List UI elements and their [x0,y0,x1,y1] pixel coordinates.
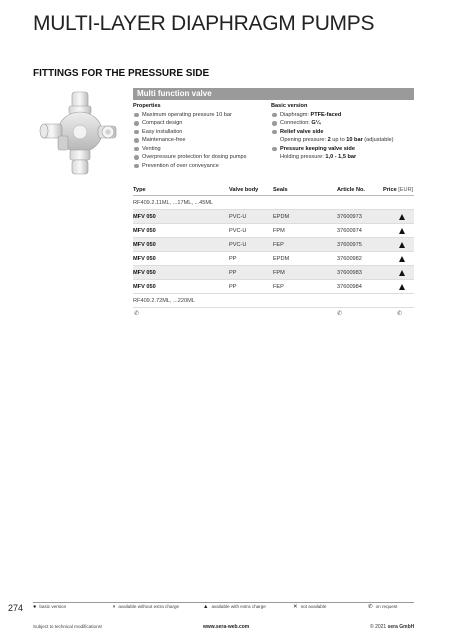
triangle-up-icon [399,224,405,238]
property-item: Easy installation [133,128,268,137]
phone-icon: ✆ [368,604,373,610]
triangle-up-icon [399,210,405,224]
phone-icon: ✆ [337,311,343,317]
triangle-up-icon [399,252,405,266]
disclaimer: Subject to technical modifications! [33,624,103,629]
pressure-keeping-heading: Pressure keeping valve side [271,145,414,154]
page-title: MULTI-LAYER DIAPHRAGM PUMPS [33,12,375,35]
header-seals: Seals [273,187,288,193]
table-row: MFV 050 PVC-U FEP 37600975 [133,238,414,252]
table-row: MFV 050 PP FEP 37600984 [133,280,414,294]
basic-version-list [271,102,414,162]
diaphragm-item: Diaphragm: PTFE-faced [271,111,414,120]
basic-version-heading: Basic version [271,103,308,109]
table-row: MFV 050 PVC-U EPDM 37600973 [133,210,414,224]
triangle-up-icon [399,238,405,252]
table-row: MFV 050 PP FPM 37600983 [133,266,414,280]
section-header [133,88,414,100]
header-price: Price [EUR] [383,187,414,193]
header-article-no: Article No. [337,187,365,193]
legend-on-request: ✆ on request [368,604,398,610]
table-row: MFV 050 PP EPDM 37600982 [133,252,414,266]
half-circle-icon: ◑ [112,604,116,610]
group-label: RF409.2.72ML, ...220ML [133,294,414,308]
phone-icon: ✆ [397,311,403,317]
section-title: Multi function valve [137,89,212,98]
legend-basic-version: ● basic version [33,604,67,610]
triangle-up-icon [399,266,405,280]
page-subtitle: FITTINGS FOR THE PRESSURE SIDE [33,68,210,79]
triangle-icon: ▲ [203,604,209,610]
property-item: Compact design [133,119,268,128]
connection-item: Connection: G¼ [271,119,414,128]
header-type: Type [133,187,146,193]
triangle-up-icon [399,280,405,294]
table-row: MFV 050 PVC-U FPM 37600974 [133,224,414,238]
holding-pressure: Holding pressure: 1,0 - 1,5 bar [280,154,357,160]
legend-not-available: ✕ not available [293,604,327,610]
page-number: 274 [8,603,24,613]
table-header [133,184,414,196]
filled-circle-icon: ● [33,604,37,610]
phone-icon: ✆ [134,311,140,317]
website-link[interactable]: www.sera-web.com [203,624,250,630]
header-valve-body: Valve body [229,187,259,193]
legend-without-extra-charge: ◑ available without extra charge [112,604,180,610]
product-table [133,184,414,320]
properties-list [133,102,268,170]
group-label: RF409.2.11ML, ...17ML, ...45ML [133,196,414,210]
properties-heading: Properties [133,103,161,109]
on-request-row [133,308,414,320]
valve-product-image [38,88,120,180]
property-item: Prevention of over conveyance [133,162,268,171]
copyright: © 2021 sera GmbH [370,624,415,630]
legend-with-extra-charge: ▲ available with extra charge [203,604,266,610]
property-item: Overpressure protection for dosing pumps [133,153,268,162]
property-item: Venting [133,145,268,154]
cross-icon: ✕ [293,604,298,610]
footer-divider [33,602,414,603]
relief-valve-heading: Relief valve side [271,128,414,137]
property-item: Maximum operating pressure 10 bar [133,111,268,120]
property-item: Maintenance-free [133,136,268,145]
opening-pressure: Opening pressure: 2 up to 10 bar (adjustable) [280,137,394,143]
